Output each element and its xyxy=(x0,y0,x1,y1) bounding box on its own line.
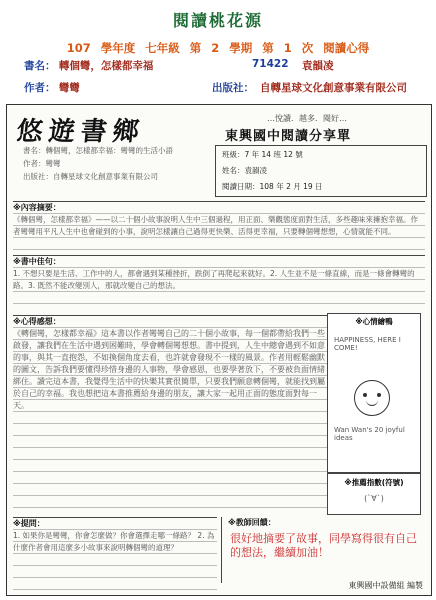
reflection-text: 《轉個彎，怎樣都幸福》這本書以作者彎彎自己的二十個小故事，每一個都帶給我們一些啟發，讓我們在生活中遇到困難時，學會轉個彎想想。書中提到，人生中總會遇到不如意的事，與其一直抱怨，不如換個角度去看，也許就會發現不一樣的風景。作者用輕鬆幽默的圖文，告訴我們要懂得珍惜身邊的人事物，學會感恩，也要學著放下，不要被負面情緒綁住。讀完這本書，我覺得生活中的快樂其實很簡單，只要我們願意轉個彎，就能找到屬於自己的幸福。我也想把這本書推薦給身邊的朋友，讓大家一起用正面的態度面對每一天。 xyxy=(13,329,325,410)
date-field: 閱讀日期：108 年 2 月 19 日 xyxy=(222,182,323,191)
smiling-character-icon xyxy=(354,380,390,416)
publisher-label: 出版社： xyxy=(212,82,254,94)
quotes-text: 1. 不想只要是生活、工作中的人，都會遇到某種挫折，跌倒了再爬起來就好。2. 人生並不是一條直線，而是一條會轉彎的路。3. 既然不能改變別人，那就改變自己的想法。 xyxy=(13,269,415,290)
rating-heading: ※推薦指數(符號) xyxy=(344,478,404,487)
student-id: 71422 xyxy=(252,58,289,70)
rating-value: (`∀`) xyxy=(364,494,384,503)
summary-section xyxy=(13,201,425,254)
class-field: 班級：7 年 14 班 12 號 xyxy=(222,150,303,159)
book-title: 轉個彎，怎樣都幸福 xyxy=(58,60,154,72)
drawing-caption-bottom: Wan Wan's 20 joyful ideas xyxy=(334,426,405,442)
reading-sheet xyxy=(6,104,432,596)
footer: 東興國中設備組 編製 xyxy=(348,581,423,590)
book-row xyxy=(24,58,424,73)
rating-box xyxy=(327,473,421,515)
drawing-caption-top: HAPPINESS, HERE I COME! xyxy=(334,336,401,352)
tagline: …悅讀．越多．閱好… xyxy=(267,114,347,123)
author-row xyxy=(24,80,424,95)
author-field: 作者：彎彎 xyxy=(23,159,61,168)
question-heading: ※提問： xyxy=(13,519,45,528)
student-info-box xyxy=(215,145,427,197)
publisher-name: 自轉星球文化創意事業有限公司 xyxy=(260,82,407,94)
summary-text: 《轉個彎，怎樣都幸福》——以二十個小故事說明人生中三個過程，用正面、樂觀態度面對生活，多些趣味來擁抱幸福。作者彎彎用平凡人生中也會碰到的小事，說明怎樣讓自己過得更快樂、活得更幸福，只要轉個彎想想，心情就能不同。 xyxy=(13,215,418,236)
student-name: 袁韻凌 xyxy=(302,60,334,72)
page-title: 閱讀桃花源 xyxy=(172,11,263,30)
sheet-title: 東興國中閱讀分享單 xyxy=(225,129,352,144)
author-label: 作者： xyxy=(24,82,56,94)
report-header xyxy=(0,0,436,96)
quotes-heading: ※書中佳句： xyxy=(13,257,61,266)
name-field: 姓名：袁韻凌 xyxy=(222,166,267,175)
teacher-text: 很好地摘要了故事，同學寫得很有自己的想法，繼續加油！ xyxy=(230,532,417,559)
teacher-feedback xyxy=(221,517,426,583)
author-name: 彎彎 xyxy=(58,82,80,94)
publisher-field: 出版社：自轉星球文化創意事業有限公司 xyxy=(23,172,158,181)
brush-title: 悠遊書鄉 xyxy=(15,117,147,147)
summary-heading: ※內容摘要： xyxy=(13,203,61,212)
drawing-box xyxy=(327,313,421,473)
question-section xyxy=(13,517,217,590)
reflection-section xyxy=(13,315,329,512)
question-text: 1. 如果你是彎彎，你會怎麼做？你會選擇走哪一條路？ 2. 為什麼作者會用這麼多小故事來說明轉個彎的道理？ xyxy=(13,531,215,552)
term-line: 107 學年度 七年級 第 2 學期 第 1 次 閱讀心得 xyxy=(66,41,370,55)
reflection-heading: ※心得感想： xyxy=(13,317,61,326)
book-field: 書名：轉個彎，怎樣都幸福：彎彎的生活小語 xyxy=(23,146,173,155)
drawing-heading: ※心情繪鴨 xyxy=(355,317,393,326)
book-label: 書名： xyxy=(24,60,56,72)
quotes-section xyxy=(13,255,425,314)
teacher-heading: ※教師回饋： xyxy=(228,518,276,527)
